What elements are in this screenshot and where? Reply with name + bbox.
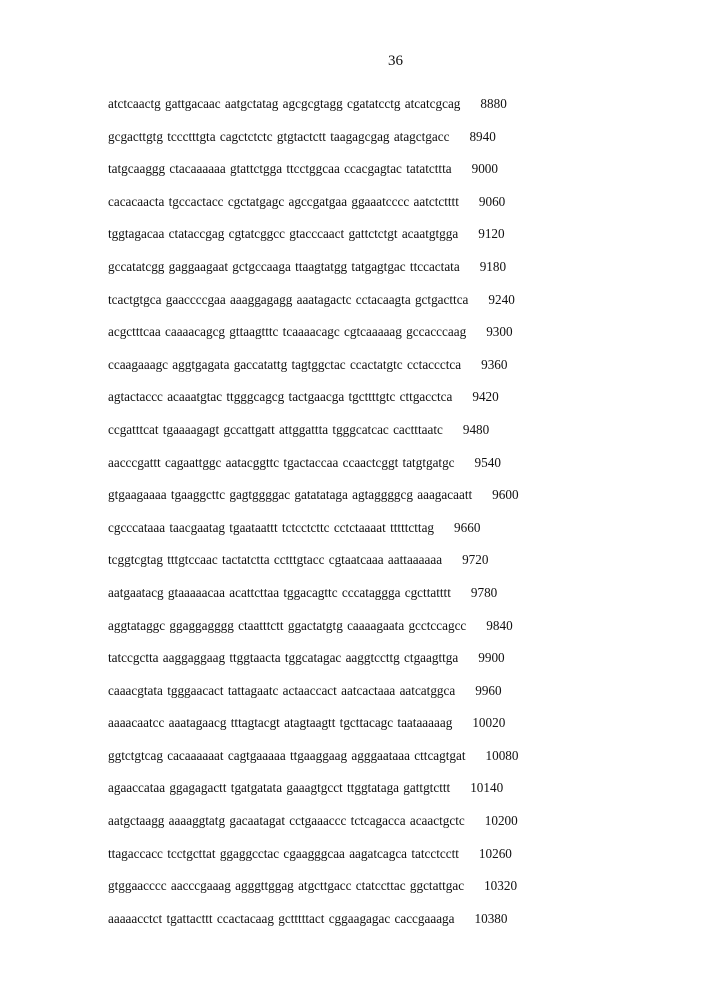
sequence-position: 9000: [471, 161, 498, 177]
sequence-position: 9300: [486, 324, 513, 340]
sequence-text: ggtctgtcag cacaaaaaat cagtgaaaaa ttgaaggaag agggaataaa cttcagtgat: [108, 747, 466, 763]
sequence-line: [108, 584, 519, 617]
sequence-line: [108, 454, 519, 487]
sequence-position: 9720: [462, 552, 489, 568]
sequence-text: tggtagacaa ctataccgag cgtatcggcc gtacccaact gattctctgt acaatgtgga: [108, 226, 459, 242]
sequence-text: cgcccataaa taacgaatag tgaataattt tctcctcttc cctctaaaat tttttcttag: [108, 519, 435, 535]
sequence-line: [108, 160, 519, 193]
sequence-line: [108, 714, 519, 747]
sequence-text: ccaagaaagc aggtgagata gaccatattg tagtggctac ccactatgtc cctaccctca: [108, 356, 462, 372]
sequence-position: 9780: [470, 584, 498, 600]
sequence-line: [108, 845, 519, 878]
sequence-line: [108, 747, 519, 780]
sequence-line: [108, 323, 519, 356]
sequence-position: 10260: [478, 845, 512, 861]
sequence-position: 9480: [462, 421, 490, 437]
sequence-position: 10080: [485, 747, 519, 763]
sequence-text: gtgaagaaaa tgaaggcttc gagtggggac gatatataga agtaggggcg aaagacaatt: [108, 487, 473, 503]
sequence-position: 9540: [474, 454, 501, 470]
sequence-text: ttagaccacc tcctgcttat ggaggcctac cgaagggcaa aagatcagca tatcctcctt: [108, 845, 459, 861]
sequence-position: 8940: [469, 128, 496, 144]
sequence-text: tatgcaaggg ctacaaaaaa gtattctgga ttcctggcaa ccacgagtac tatatcttta: [108, 161, 452, 177]
sequence-line: [108, 128, 519, 161]
sequence-line: [108, 551, 519, 584]
sequence-position: 9360: [481, 356, 508, 372]
sequence-position: 9180: [479, 258, 507, 274]
sequence-position: 9900: [478, 650, 505, 666]
sequence-line: [108, 617, 519, 650]
sequence-position: 10380: [474, 910, 508, 926]
sequence-position: 10020: [472, 715, 506, 731]
sequence-line: [108, 812, 519, 845]
sequence-text: agtactaccc acaaatgtac ttgggcagcg tactgaacga tgcttttgtc cttgacctca: [108, 389, 453, 405]
sequence-line: [108, 95, 519, 128]
sequence-line: [108, 486, 519, 519]
sequence-line: [108, 910, 519, 943]
sequence-text: tcggtcgtag tttgtccaac tactatctta cctttgtacc cgtaatcaaa aattaaaaaa: [108, 552, 443, 568]
sequence-text: gcgacttgtg tccctttgta cagctctctc gtgtactctt taagagcgag atagctgacc: [108, 128, 450, 144]
sequence-position: 9960: [475, 682, 502, 698]
sequence-line: [108, 519, 519, 552]
sequence-position: 10140: [470, 780, 504, 796]
sequence-text: aatgctaagg aaaaggtatg gacaatagat cctgaaaccc tctcagacca acaactgctc: [108, 813, 465, 829]
sequence-line: [108, 682, 519, 715]
sequence-line: [108, 225, 519, 258]
sequence-line: [108, 356, 519, 389]
sequence-position: 8880: [480, 96, 507, 111]
sequence-text: agaaccataa ggagagactt tgatgatata gaaagtgcct ttggtataga gattgtcttt: [108, 780, 451, 796]
sequence-position: 9420: [472, 389, 499, 405]
sequence-text: aatgaatacg gtaaaaacaa acattcttaa tggacagttc cccataggga cgcttatttt: [108, 584, 451, 600]
sequence-line: [108, 421, 519, 454]
sequence-text: aaaacaatcc aaatagaacg tttagtacgt atagtaagtt tgcttacagc taataaaaag: [108, 715, 453, 731]
sequence-position: 9060: [478, 193, 506, 209]
sequence-position: 10320: [484, 878, 518, 894]
sequence-position: 10200: [484, 813, 518, 829]
sequence-line: [108, 779, 519, 812]
sequence-line: [108, 649, 519, 682]
sequence-text: aacccgattt cagaattggc aatacggttc tgactaccaa ccaactcggt tatgtgatgc: [108, 454, 455, 470]
page-number: 36: [388, 53, 403, 69]
sequence-text: aaaaacctct tgattacttt ccactacaag gctttttact cggaagagac caccgaaaga: [108, 910, 455, 926]
sequence-listing: [108, 95, 519, 942]
sequence-position: 9120: [478, 226, 505, 242]
sequence-position: 9840: [486, 617, 513, 633]
sequence-text: tatccgctta aaggaggaag ttggtaacta tggcatagac aaggtccttg ctgaagttga: [108, 650, 459, 666]
sequence-line: [108, 291, 519, 324]
sequence-line: [108, 193, 519, 226]
sequence-text: tcactgtgca gaaccccgaa aaaggagagg aaatagactc cctacaagta gctgacttca: [108, 291, 469, 307]
sequence-line: [108, 877, 519, 910]
sequence-line: [108, 258, 519, 291]
sequence-text: cacacaacta tgccactacc cgctatgagc agccgatgaa ggaaatcccc aatctctttt: [108, 193, 459, 209]
sequence-position: 9660: [454, 519, 481, 535]
sequence-text: ccgatttcat tgaaaagagt gccattgatt attggattta tgggcatcac cactttaatc: [108, 421, 443, 437]
sequence-text: caaacgtata tgggaacact tattagaatc actaaccact aatcactaaa aatcatggca: [108, 682, 456, 698]
sequence-text: atctcaactg gattgacaac aatgctatag agcgcgtagg cgatatcctg atcatcgcag: [108, 96, 461, 111]
sequence-text: gtggaacccc aacccgaaag agggttggag atgcttgacc ctatccttac ggctattgac: [108, 878, 465, 894]
sequence-position: 9600: [492, 487, 519, 503]
sequence-text: acgctttcaa caaaacagcg gttaagtttc tcaaaacagc cgtcaaaaag gccacccaag: [108, 324, 467, 340]
sequence-line: [108, 388, 519, 421]
sequence-text: aggtataggc ggaggagggg ctaatttctt ggactatgtg caaaagaata gcctccagcc: [108, 617, 467, 633]
sequence-text: gccatatcgg gaggaagaat gctgccaaga ttaagtatgg tatgagtgac ttccactata: [108, 258, 460, 274]
sequence-position: 9240: [488, 291, 515, 307]
